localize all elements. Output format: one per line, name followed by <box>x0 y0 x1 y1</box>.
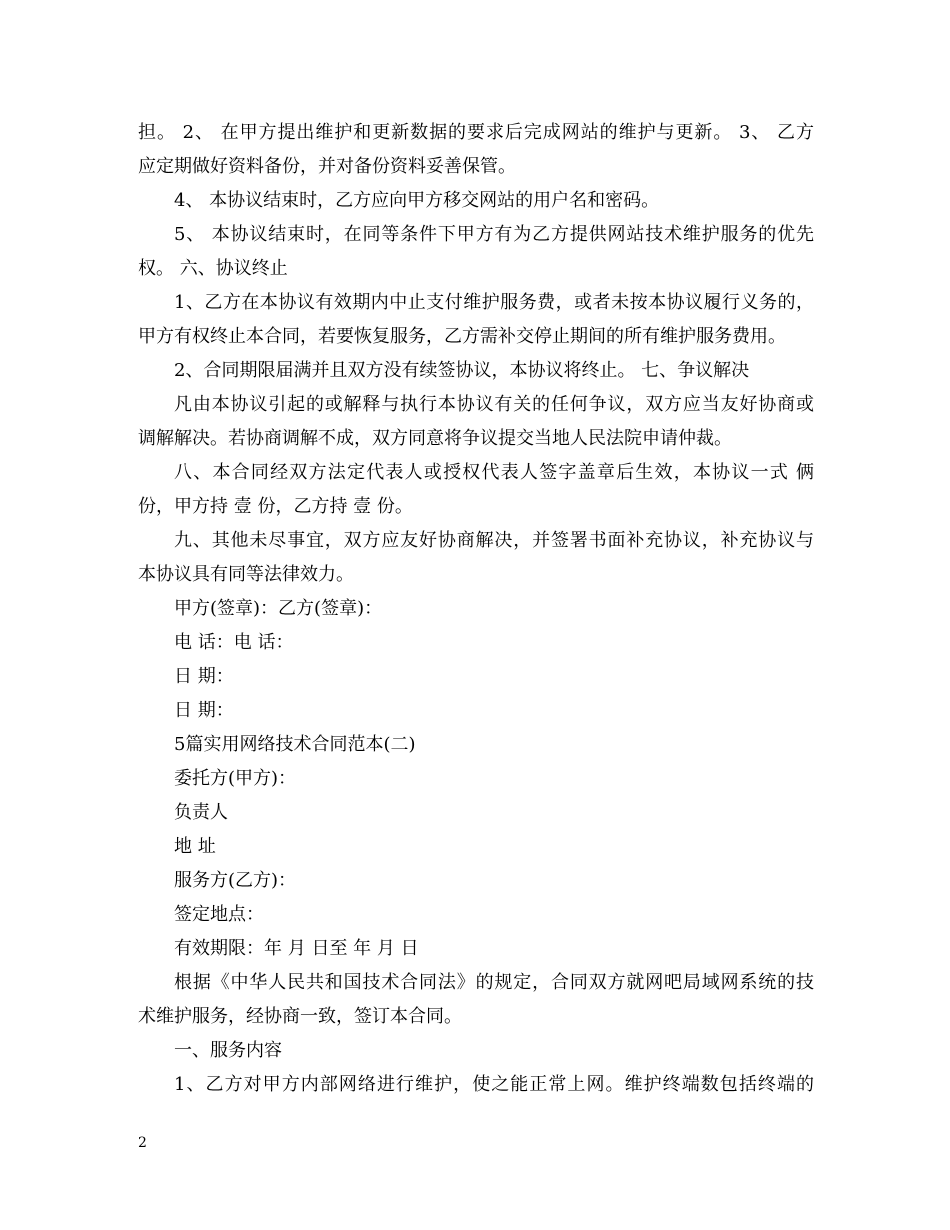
text-line: 本协议具有同等法律效力。 <box>138 564 354 585</box>
text-line: 2、合同期限届满并且双方没有续签协议，本协议将终止。 七、争议解决 <box>174 360 750 381</box>
text-line: 5、 本协议结束时，在同等条件下甲方有为乙方提供网站技术维护服务的优先 <box>174 224 814 245</box>
text-line: 服务方(乙方)： <box>174 870 297 891</box>
text-line: 八、本合同经双方法定代表人或授权代表人签字盖章后生效，本协议一式 俩 <box>174 462 814 483</box>
text-line: 日 期： <box>174 666 234 687</box>
text-line: 日 期： <box>174 700 234 721</box>
text-line: 1、乙方在本协议有效期内中止支付维护服务费，或者未按本协议履行义务的， <box>174 292 814 313</box>
text-line: 权。 六、协议终止 <box>138 258 288 279</box>
text-line: 地 址 <box>174 836 216 857</box>
text-line: 术维护服务，经协商一致，签订本合同。 <box>138 1006 462 1027</box>
text-line: 电 话：电 话： <box>174 632 294 653</box>
text-line: 有效期限：年 月 日至 年 月 日 <box>174 938 419 959</box>
text-line: 签定地点： <box>174 904 264 925</box>
section-title: 5篇实用网络技术合同范本(二) <box>174 734 416 755</box>
text-line: 调解解决。若协商调解不成，双方同意将争议提交当地人民法院申请仲裁。 <box>138 428 732 449</box>
text-line: 九、其他未尽事宜，双方应友好协商解决，并签署书面补充协议，补充协议与 <box>174 530 814 551</box>
text-line: 4、 本协议结束时，乙方应向甲方移交网站的用户名和密码。 <box>174 190 660 211</box>
text-line: 甲方(签章)：乙方(签章)： <box>174 598 383 619</box>
text-line: 份，甲方持 壹 份，乙方持 壹 份。 <box>138 496 413 517</box>
document-body <box>138 116 814 1102</box>
text-line: 根据《中华人民共和国技术合同法》的规定，合同双方就网吧局域网系统的技 <box>174 972 814 993</box>
text-line: 委托方(甲方)： <box>174 768 297 789</box>
page-number: 2 <box>138 1135 147 1151</box>
section-heading: 一、服务内容 <box>174 1040 282 1061</box>
text-line: 甲方有权终止本合同，若要恢复服务，乙方需补交停止期间的所有维护服务费用。 <box>138 326 786 347</box>
text-line: 1、乙方对甲方内部网络进行维护，使之能正常上网。维护终端数包括终端的 <box>174 1074 814 1095</box>
text-line: 负责人 <box>174 802 228 823</box>
text-line: 应定期做好资料备份，并对备份资料妥善保管。 <box>138 156 516 177</box>
text-line: 凡由本协议引起的或解释与执行本协议有关的任何争议，双方应当友好协商或 <box>174 394 814 415</box>
text-line: 担。 2、 在甲方提出维护和更新数据的要求后完成网站的维护与更新。 3、 乙方 <box>138 122 814 143</box>
